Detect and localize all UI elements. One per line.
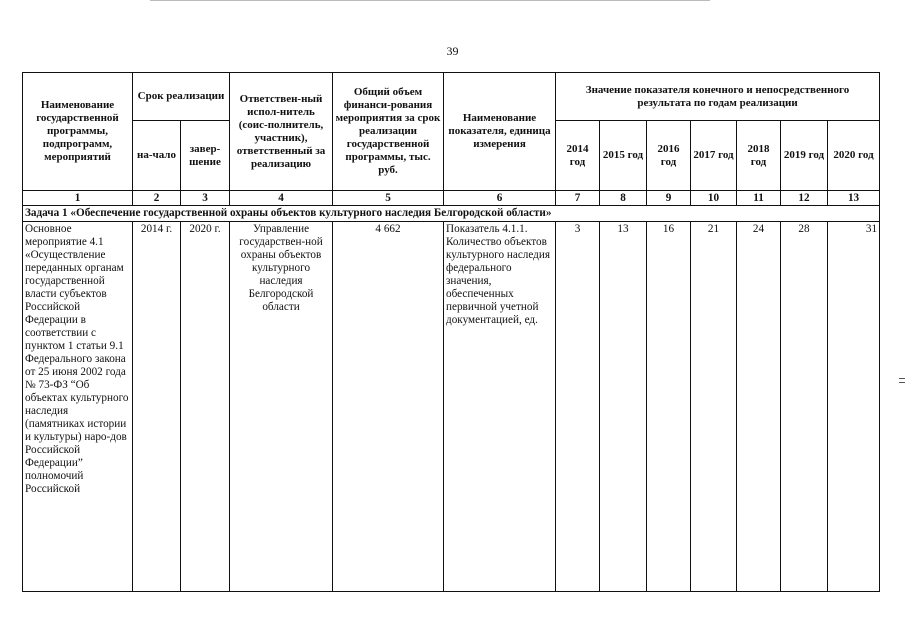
header-responsible: Ответствен-ный испол-нитель (соис-полнитель, участник), ответственный за реализацию bbox=[230, 73, 333, 191]
table-row bbox=[23, 222, 880, 592]
row-name: Основное мероприятие 4.1 «Осуществление переданных органам государственной власти субъектов Российской Федерации в соответствии с пунктом 1 статьи 9.1 Федерального закона от 25 июня 2002 года № 73-ФЗ “Об объектах культурного наследия (памятниках истории и культуры) наро-дов Российской Федерации” полномочий Российской bbox=[23, 222, 133, 592]
column-number: 2 bbox=[133, 191, 181, 206]
header-year: 2019 год bbox=[781, 121, 828, 191]
column-number: 6 bbox=[444, 191, 556, 206]
row-value: 3 bbox=[556, 222, 600, 592]
column-number: 9 bbox=[647, 191, 691, 206]
header-funding: Общий объем финанси-рования мероприятия за срок реализации государственной программы, тыс. руб. bbox=[333, 73, 444, 191]
header-year: 2018 год bbox=[737, 121, 781, 191]
column-number: 7 bbox=[556, 191, 600, 206]
row-start: 2014 г. bbox=[133, 222, 181, 592]
row-funding: 4 662 bbox=[333, 222, 444, 592]
column-number: 3 bbox=[181, 191, 230, 206]
row-value: 21 bbox=[691, 222, 737, 592]
task-row bbox=[23, 206, 880, 222]
column-number: 10 bbox=[691, 191, 737, 206]
header-term-start: на-чало bbox=[133, 121, 181, 191]
header-year: 2016 год bbox=[647, 121, 691, 191]
column-number: 13 bbox=[828, 191, 880, 206]
column-number: 8 bbox=[600, 191, 647, 206]
header-values-group: Значение показателя конечного и непосредственного результата по годам реализации bbox=[556, 73, 880, 121]
column-number: 12 bbox=[781, 191, 828, 206]
row-indicator: Показатель 4.1.1. Количество объектов культурного наследия федерального значения, обеспеченных первичной учетной документацией, ед. bbox=[444, 222, 556, 592]
scan-edge-mark bbox=[899, 382, 905, 383]
header-term-end: завер-шение bbox=[181, 121, 230, 191]
column-number: 4 bbox=[230, 191, 333, 206]
scan-edge-mark bbox=[899, 378, 905, 379]
page-number: 39 bbox=[446, 44, 459, 58]
column-number-row bbox=[23, 191, 880, 206]
header-year: 2020 год bbox=[828, 121, 880, 191]
row-responsible: Управление государствен-ной охраны объектов культурного наследия Белгородской области bbox=[230, 222, 333, 592]
scan-top-edge bbox=[150, 0, 710, 1]
row-value: 31 bbox=[828, 222, 880, 592]
header-year: 2014 год bbox=[556, 121, 600, 191]
task-title: Задача 1 «Обеспечение государственной охраны объектов культурного наследия Белгородской области» bbox=[23, 206, 880, 222]
row-value: 24 bbox=[737, 222, 781, 592]
column-number: 1 bbox=[23, 191, 133, 206]
row-value: 16 bbox=[647, 222, 691, 592]
row-end: 2020 г. bbox=[181, 222, 230, 592]
header-year: 2017 год bbox=[691, 121, 737, 191]
header-term: Срок реализации bbox=[133, 73, 230, 121]
column-number: 11 bbox=[737, 191, 781, 206]
row-value: 13 bbox=[600, 222, 647, 592]
header-name: Наименование государственной программы, подпрограмм, мероприятий bbox=[23, 73, 133, 191]
header-indicator: Наименование показателя, единица измерения bbox=[444, 73, 556, 191]
program-table bbox=[22, 72, 880, 592]
column-number: 5 bbox=[333, 191, 444, 206]
header-year: 2015 год bbox=[600, 121, 647, 191]
row-value: 28 bbox=[781, 222, 828, 592]
